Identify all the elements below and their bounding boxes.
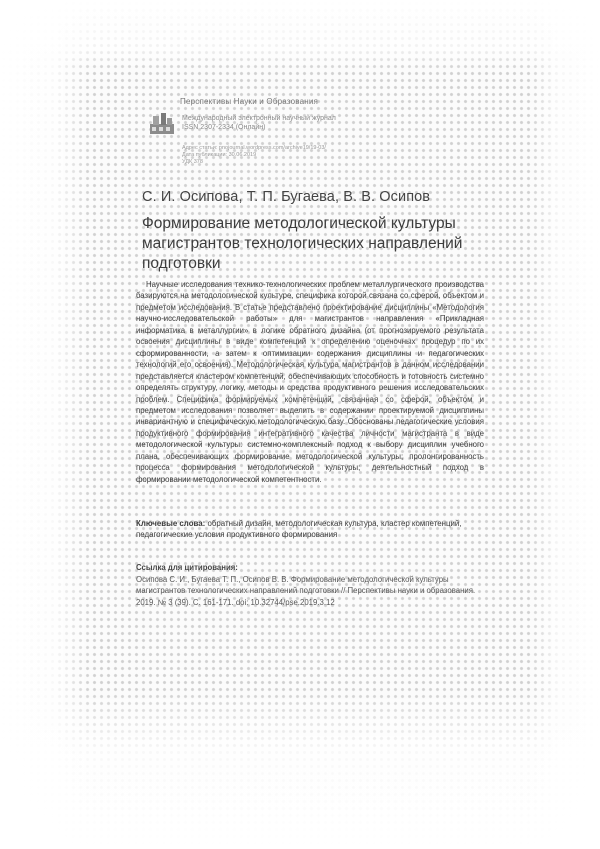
article-title — [142, 214, 482, 274]
journal-meta — [182, 114, 336, 132]
article-abstract: Научные исследования технико-технологических проблем металлургического производства базируются на методологической культуре, специфика которой связана со сферой, объектом и предметом исследования. В статье представлено проектирование дисциплины «Методология научно-исследовательской работы» для магистрантов направления «Прикладная информатика в металлургии» в логике обратного дизайна (от прогнозируемого результата освоения дисциплины в виде компетенций к определению оценочных процедур по их сформированности, а затем к оптимизации содержания дисциплины и педагогических технологий его освоения). Методологическая культура магистрантов в данном исследовании представляется кластером компетенций, обеспечивающих способность и готовность системно определять структуру, логику, методы и средства продуктивного решения исследовательских проблем. Специфика формируемых компетенций, связанная со сферой, объектом и предметом исследования позволяет выделить в содержании проектируемой дисциплины инвариантную и специфическую методологическую базу. Обоснованы педагогические условия продуктивного формирования интегративного качества личности магистранта в виде методологической культуры: системно-комплексный подход к выбору дисциплин учебного плана, обеспечивающих формирование методологической культуры; пролонгированность процесса формирования методологической культуры; деятельностный подход в формировании методологической компетентности. — [136, 280, 484, 484]
citation-heading: Ссылка для цитирования: — [136, 563, 238, 572]
article-meta — [182, 145, 326, 166]
citation-section — [136, 562, 488, 608]
article-authors: С. И. Осипова, Т. П. Бугаева, В. В. Осипов — [142, 189, 431, 205]
journal-logo-icon — [148, 110, 176, 136]
scan-edge-top — [0, 0, 600, 70]
udc-code: УДК 378 — [182, 159, 203, 165]
title-line: магистрантов технологических направлений — [142, 235, 463, 252]
journal-name: Перспективы Науки и Образования — [180, 97, 319, 106]
journal-meta-line: Международный электронный научный журнал — [182, 115, 336, 122]
citation-text: Осипова С. И., Бугаева Т. П., Осипов В. В. Формирование методологической культуры магистрантов технологических направлений подготовки // Перспективы науки и образования. 2019. № 3 (39). С. 161-171. doi: 10.32744/pse.2019.3.12 — [136, 574, 476, 607]
title-line: Формирование методологической культуры — [142, 215, 456, 232]
scan-edge-bottom — [0, 689, 600, 849]
journal-issn: ISSN 2307-2334 (Онлайн) — [182, 124, 266, 131]
keywords-label: Ключевые слова: — [136, 519, 206, 528]
keywords-section — [136, 518, 488, 540]
title-line: подготовки — [142, 255, 221, 272]
keywords-text: обратный дизайн, методологическая культура, кластер компетенций, педагогические условия продуктивного формирования — [136, 519, 462, 539]
article-address: Адрес статьи: pnojournal.wordpress.com/archive19/19-03/ — [182, 145, 326, 151]
publication-date: Дата публикации: 30.06.2019 — [182, 152, 257, 158]
